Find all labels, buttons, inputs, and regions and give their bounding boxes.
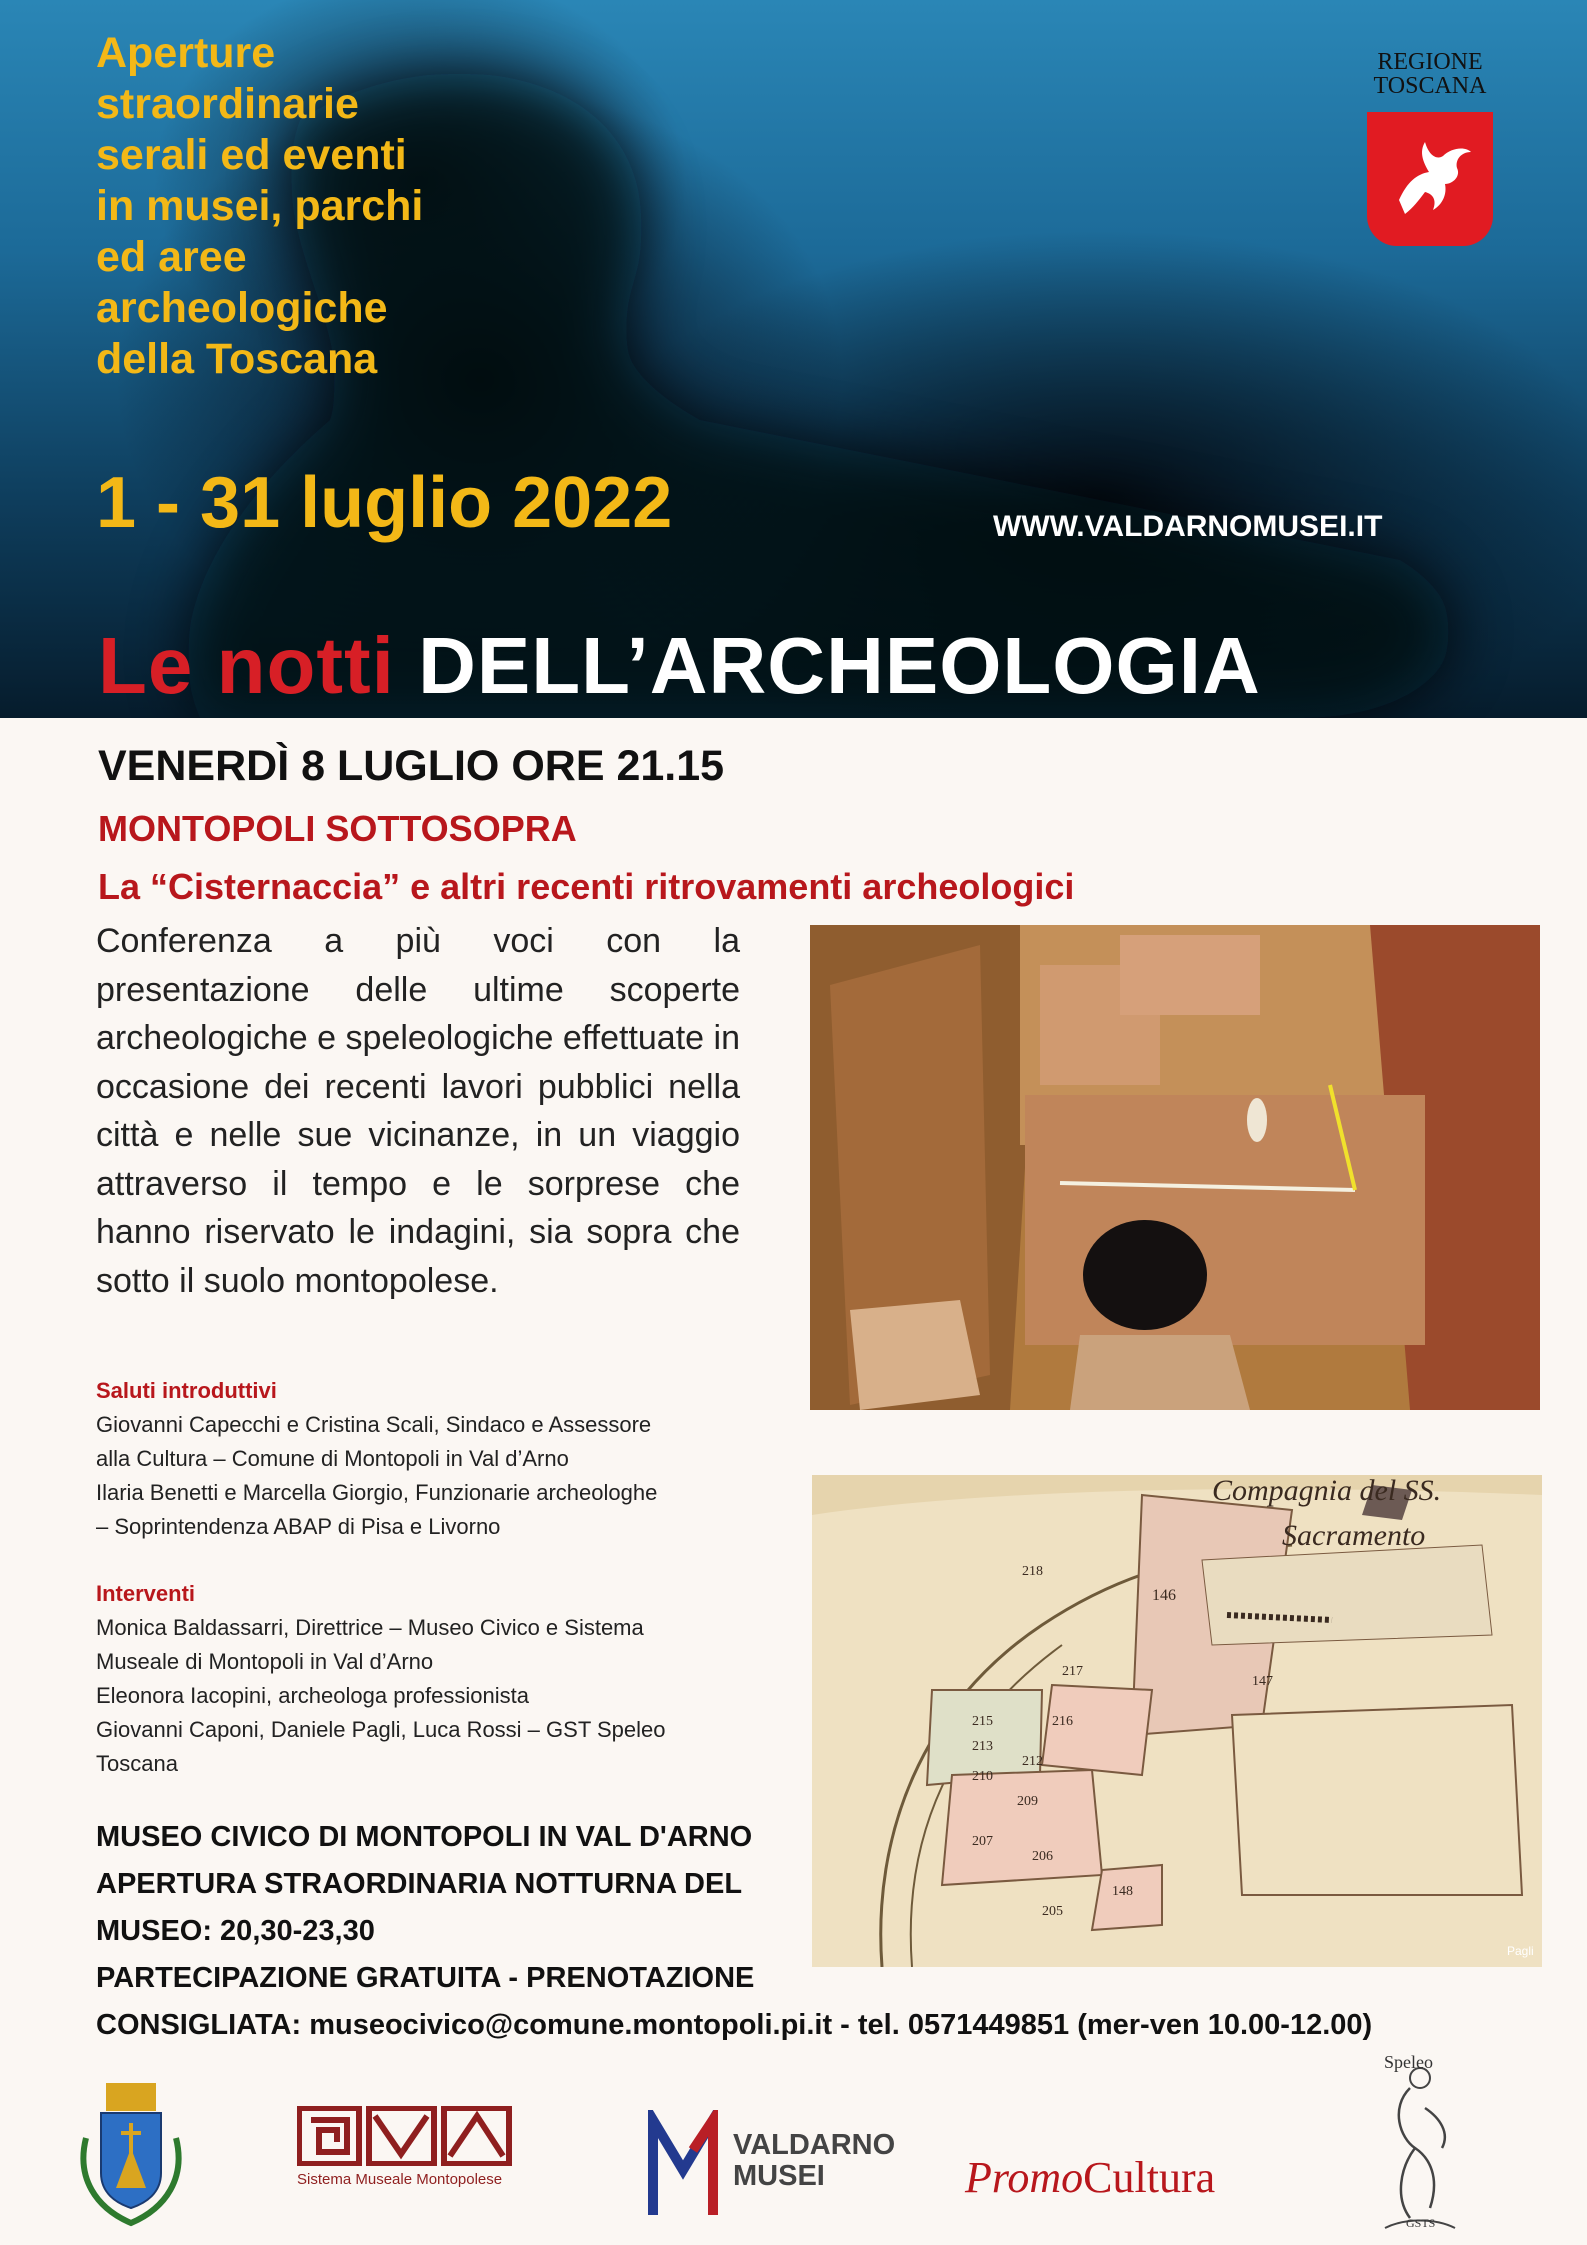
map-label: 205: [1042, 1904, 1063, 1919]
title-white: DELL’ARCHEOLOGIA: [418, 621, 1261, 710]
greetings-line: alla Cultura – Comune di Montopoli in Val d’Arno: [96, 1446, 569, 1471]
hero-banner: [0, 0, 1587, 718]
date-range: 1 - 31 luglio 2022: [96, 463, 673, 543]
map-label: 206: [1032, 1849, 1053, 1864]
map-label: 210: [972, 1769, 993, 1784]
museum-line: MUSEO CIVICO DI MONTOPOLI IN VAL D'ARNO: [96, 1821, 753, 1853]
sistema-museale-mark-icon: [297, 2106, 512, 2166]
map-label: 213: [972, 1739, 993, 1754]
speleo-label: Speleo: [1384, 2052, 1433, 2072]
map-label: 209: [1017, 1794, 1038, 1809]
sistema-museale-logo: [297, 2106, 512, 2188]
map-label: 148: [1112, 1884, 1133, 1899]
event-title: MONTOPOLI SOTTOSOPRA: [98, 808, 577, 849]
greetings-section: [96, 1374, 796, 1544]
interventions-line: Toscana: [96, 1751, 178, 1776]
region-name: TOSCANA: [1373, 73, 1487, 99]
map-label: 212: [1022, 1754, 1043, 1769]
sistema-museale-label: Sistema Museale Montopolese: [297, 2171, 503, 2188]
tagline-line: serali ed eventi: [96, 131, 407, 179]
promo-text: Promo: [965, 2153, 1084, 2202]
regione-toscana-logo: [1360, 50, 1500, 246]
interventions-line: Monica Baldassarri, Direttrice – Museo Civico e Sistema: [96, 1615, 644, 1640]
greetings-line: Giovanni Capecchi e Cristina Scali, Sindaco e Assessore: [96, 1412, 652, 1437]
museum-contact-row: [96, 2002, 1372, 2049]
map-label: 215: [972, 1714, 993, 1729]
interventions-line: Eleonora Iacopini, archeologa professionista: [96, 1683, 529, 1708]
tagline-line: ed aree: [96, 233, 247, 281]
montopoli-coat-of-arms-icon: [76, 2078, 186, 2228]
valdarno-musei-logo: [643, 2110, 903, 2220]
map-label: Compagnia del SS.: [1212, 1475, 1442, 1507]
historic-map: [812, 1475, 1542, 1967]
museum-line: PARTECIPAZIONE GRATUITA - PRENOTAZIONE: [96, 1962, 755, 1994]
cultura-text: Cultura: [1083, 2153, 1216, 2202]
map-label: 146: [1152, 1587, 1176, 1604]
tagline-line: della Toscana: [96, 335, 378, 383]
interventions-line: Museale di Montopoli in Val d’Arno: [96, 1649, 434, 1674]
greetings-heading: Saluti introduttivi: [96, 1378, 277, 1403]
valdarno-musei-text: [733, 2130, 895, 2192]
excavation-photo: [810, 925, 1540, 1410]
event-subtitle: La “Cisternaccia” e altri recenti ritrovamenti archeologici: [98, 866, 1075, 907]
gst-speleo-logo: [1370, 2048, 1470, 2238]
valdarno-line: MUSEI: [733, 2160, 825, 2192]
tagline-line: Aperture: [96, 29, 276, 77]
page-title: [98, 620, 1261, 712]
valdarno-m-icon: [643, 2110, 723, 2220]
event-date-time: VENERDÌ 8 LUGLIO ORE 21.15: [98, 742, 725, 790]
interventions-line: Giovanni Caponi, Daniele Pagli, Luca Rossi – GST Speleo: [96, 1717, 666, 1742]
valdarno-line: VALDARNO: [733, 2129, 896, 2161]
pegasus-shield-icon: [1367, 112, 1493, 246]
map-label: 218: [1022, 1564, 1043, 1579]
contact-details[interactable]: museocivico@comune.montopoli.pi.it - tel. 0571449851 (mer-ven 10.00-12.00): [309, 2009, 1373, 2041]
tagline-line: straordinarie: [96, 80, 359, 128]
interventions-section: [96, 1577, 796, 1781]
map-label: Sacramento: [1282, 1519, 1426, 1552]
tagline-line: archeologiche: [96, 284, 388, 332]
map-label: Pagli: [1507, 1944, 1534, 1958]
website-link[interactable]: WWW.VALDARNOMUSEI.IT: [993, 510, 1383, 543]
hero-tagline: [96, 28, 423, 385]
speleo-figure-icon: [1370, 2048, 1470, 2238]
tagline-line: in musei, parchi: [96, 182, 424, 230]
promocultura-logo: [965, 2152, 1215, 2203]
map-label: 147: [1252, 1674, 1273, 1689]
map-label: 217: [1062, 1664, 1083, 1679]
contact-label: CONSIGLIATA:: [96, 2009, 302, 2041]
greetings-line: Ilaria Benetti e Marcella Giorgio, Funzionarie archeologhe: [96, 1480, 658, 1505]
map-label: 207: [972, 1834, 993, 1849]
museum-line: MUSEO: 20,30-23,30: [96, 1915, 375, 1947]
gsts-label: GSTS: [1406, 2216, 1436, 2230]
event-description: Conferenza a più voci con la presentazione delle ultime scoperte archeologiche e speleologiche effettuate in occasione dei recenti lavori pubblici nella città e nelle sue vicinanze, in un viaggio attraverso il tempo e le sorprese che hanno riservato le indagini, sia sopra che sotto il suolo montopolese.: [96, 922, 740, 1300]
museum-line: APERTURA STRAORDINARIA NOTTURNA DEL: [96, 1868, 743, 1900]
region-name: REGIONE: [1377, 49, 1483, 75]
interventions-heading: Interventi: [96, 1581, 196, 1606]
title-red: Le notti: [98, 621, 395, 710]
greetings-line: – Soprintendenza ABAP di Pisa e Livorno: [96, 1514, 501, 1539]
map-label: 216: [1052, 1714, 1073, 1729]
